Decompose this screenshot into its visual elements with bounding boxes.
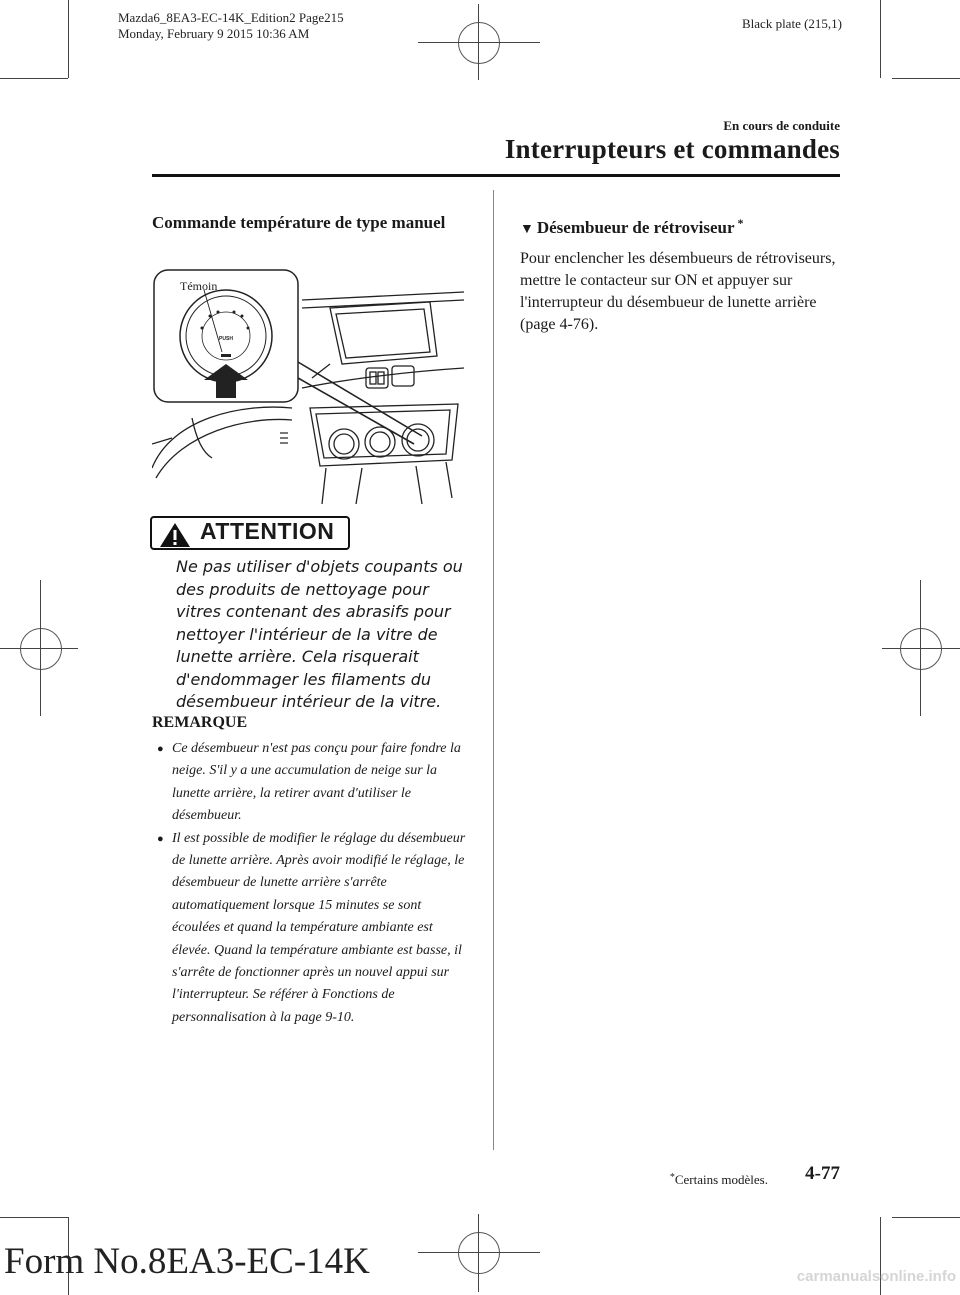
column-divider bbox=[493, 190, 494, 1150]
temoin-callout: Témoin bbox=[180, 279, 218, 293]
warning-icon bbox=[158, 521, 192, 549]
note-item bbox=[156, 828, 470, 1030]
footnote-text: Certains modèles. bbox=[674, 1172, 768, 1187]
registration-crosshair bbox=[478, 1214, 479, 1292]
note-item-text: Ce désembueur n'est pas conçu pour faire fondre la neige. S'il y a une accumulation de neige sur la lunette arrière, la retirer avant d'utiliser le désembueur. bbox=[172, 741, 461, 824]
note-item bbox=[156, 738, 470, 828]
bullet-icon: ● bbox=[157, 743, 164, 755]
registration-circle bbox=[458, 22, 500, 64]
heading-marker-icon: ▼ bbox=[520, 222, 534, 237]
bullet-icon: ● bbox=[157, 832, 164, 845]
right-heading-text: Désembueur de rétroviseur bbox=[536, 218, 735, 237]
print-info-date: Monday, February 9 2015 10:36 AM bbox=[118, 26, 310, 41]
footnote-star-icon: * bbox=[669, 1172, 675, 1183]
print-info bbox=[118, 10, 344, 42]
watermark[interactable]: carmanualsonline.info bbox=[796, 1268, 956, 1285]
push-text: PUSH bbox=[219, 336, 233, 342]
registration-crosshair bbox=[882, 648, 960, 649]
page-number: 4-77 bbox=[805, 1163, 840, 1184]
crop-mark bbox=[892, 78, 960, 79]
footnote-star-icon: * bbox=[737, 216, 744, 230]
header-rule bbox=[152, 174, 840, 177]
registration-circle bbox=[20, 628, 62, 670]
crop-mark bbox=[880, 0, 881, 78]
crop-mark bbox=[0, 78, 68, 79]
right-heading bbox=[520, 216, 744, 238]
registration-circle bbox=[458, 1232, 500, 1274]
note-heading: REMARQUE bbox=[152, 714, 248, 731]
note-list bbox=[156, 738, 470, 1029]
section-label: En cours de conduite bbox=[723, 118, 840, 133]
print-info-file: Mazda6_8EA3-EC-14K_Edition2 Page215 bbox=[118, 10, 344, 25]
crop-mark bbox=[0, 1217, 68, 1218]
subsection-title: Commande température de type manuel bbox=[152, 213, 446, 232]
registration-crosshair bbox=[418, 42, 540, 43]
dashboard-illustration bbox=[152, 268, 464, 504]
attention-text: Ne pas utiliser d'objets coupants ou des produits de nettoyage pour vitres contenant des abrasifs pour nettoyer l'intérieur de la vitre de lunette arrière. Cela risquerait d'endommager les filaments du désembueur intérieur de la vitre. bbox=[176, 557, 463, 711]
registration-crosshair bbox=[0, 648, 78, 649]
plate-label: Black plate (215,1) bbox=[742, 16, 842, 31]
form-number: Form No.8EA3-EC-14K bbox=[4, 1241, 370, 1282]
registration-crosshair bbox=[418, 1252, 540, 1253]
chapter-title: Interrupteurs et commandes bbox=[504, 134, 840, 164]
indicator-light bbox=[221, 354, 231, 357]
crop-mark bbox=[68, 0, 69, 78]
crop-mark bbox=[892, 1217, 960, 1218]
attention-label: ATTENTION bbox=[200, 518, 335, 544]
footnote bbox=[670, 1172, 768, 1188]
note-item-text: Il est possible de modifier le réglage du désembueur de lunette arrière. Après avoir modifié le réglage, le désembueur de lunette arrière s'arrête automatiquement lorsque 15 minutes se sont écoulées et quand la température ambiante est élevée. Quand la température ambiante est basse, il s'arrête de fonctionner après un nouvel appui sur l'interrupteur. Se référer à Fonctions de personnalisation à la page 9-10. bbox=[172, 830, 466, 1025]
right-body: Pour enclencher les désembueurs de rétroviseurs, mettre le contacteur sur ON et appuyer sur l'interrupteur du désembueur de lunette arrière (page 4-76). bbox=[520, 250, 836, 333]
registration-circle bbox=[900, 628, 942, 670]
